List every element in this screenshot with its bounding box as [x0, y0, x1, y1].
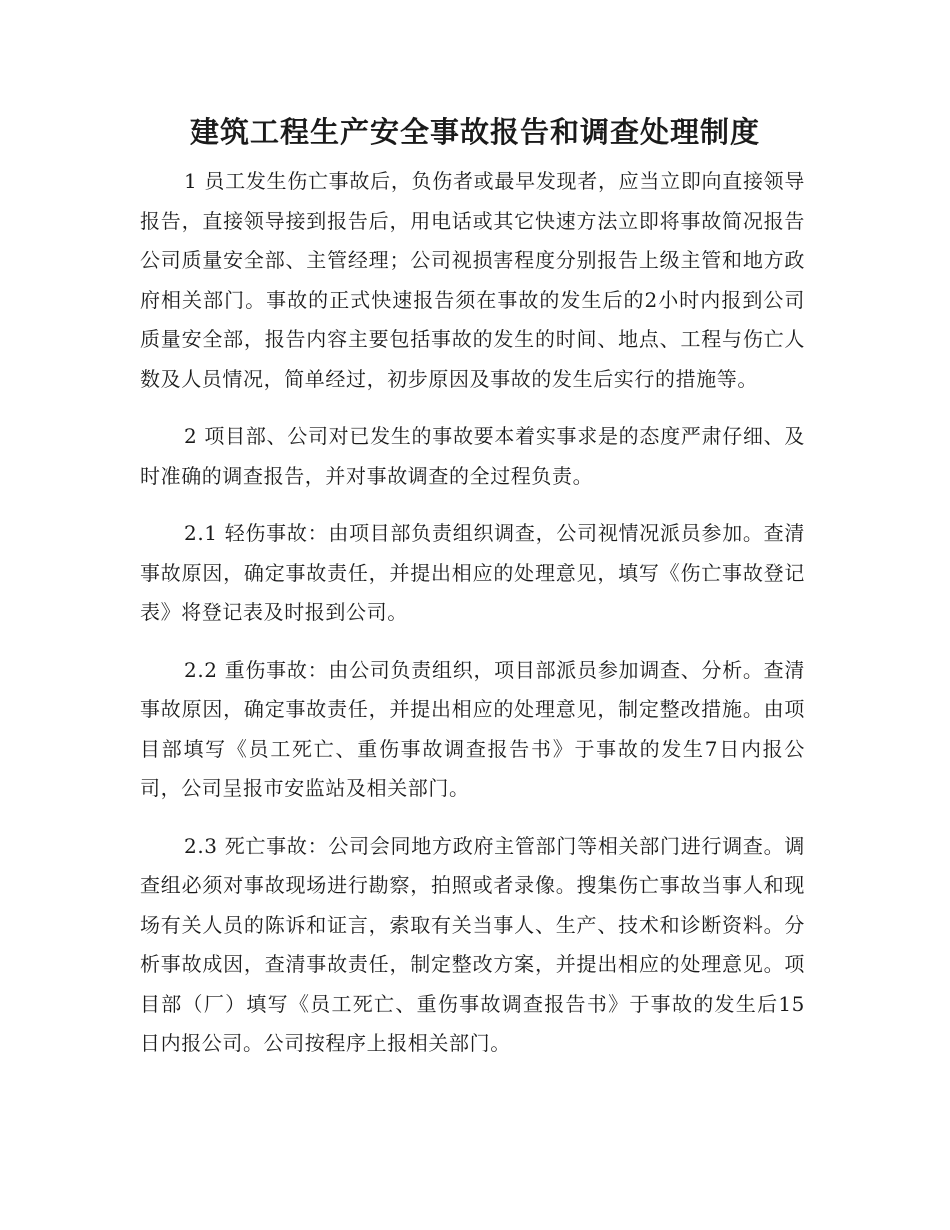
document-title: 建筑工程生产安全事故报告和调查处理制度: [189, 115, 760, 149]
paragraph-1: 1 员工发生伤亡事故后，负伤者或最早发现者，应当立即向直接领导报告，直接领导接到报告后，用电话或其它快速方法立即将事故简况报告公司质量安全部、主管经理；公司视损害程度分别报告上级主管和地方政府相关部门。事故的正式快速报告须在事故的发生后的2小时内报到公司质量安全部，报告内容主要包括事故的发生的时间、地点、工程与伤亡人数及人员情况，简单经过，初步原因及事故的发生后实行的措施等。: [140, 169, 805, 391]
paragraph-2-1: 2.1 轻伤事故：由项目部负责组织调查，公司视情况派员参加。查清事故原因，确定事故责任，并提出相应的处理意见，填写《伤亡事故登记表》将登记表及时报到公司。: [140, 521, 805, 624]
document-body: [140, 162, 805, 1082]
paragraph-2-3: 2.3 死亡事故：公司会同地方政府主管部门等相关部门进行调查。调查组必须对事故现场进行勘察，拍照或者录像。搜集伤亡事故当事人和现场有关人员的陈诉和证言，索取有关当事人、生产、技术和诊断资料。分析事故成因，查清事故责任，制定整改方案，并提出相应的处理意见。项目部（厂）填写《员工死亡、重伤事故调查报告书》于事故的发生后15日内报公司。公司按程序上报相关部门。: [140, 833, 805, 1055]
paragraph-2-2: 2.2 重伤事故：由公司负责组织，项目部派员参加调查、分析。查清事故原因，确定事故责任，并提出相应的处理意见，制定整改措施。由项目部填写《员工死亡、重伤事故调查报告书》于事故的发生7日内报公司，公司呈报市安监站及相关部门。: [140, 657, 805, 800]
paragraph-2: 2 项目部、公司对已发生的事故要本着实事求是的态度严肃仔细、及时准确的调查报告，并对事故调查的全过程负责。: [140, 424, 805, 488]
